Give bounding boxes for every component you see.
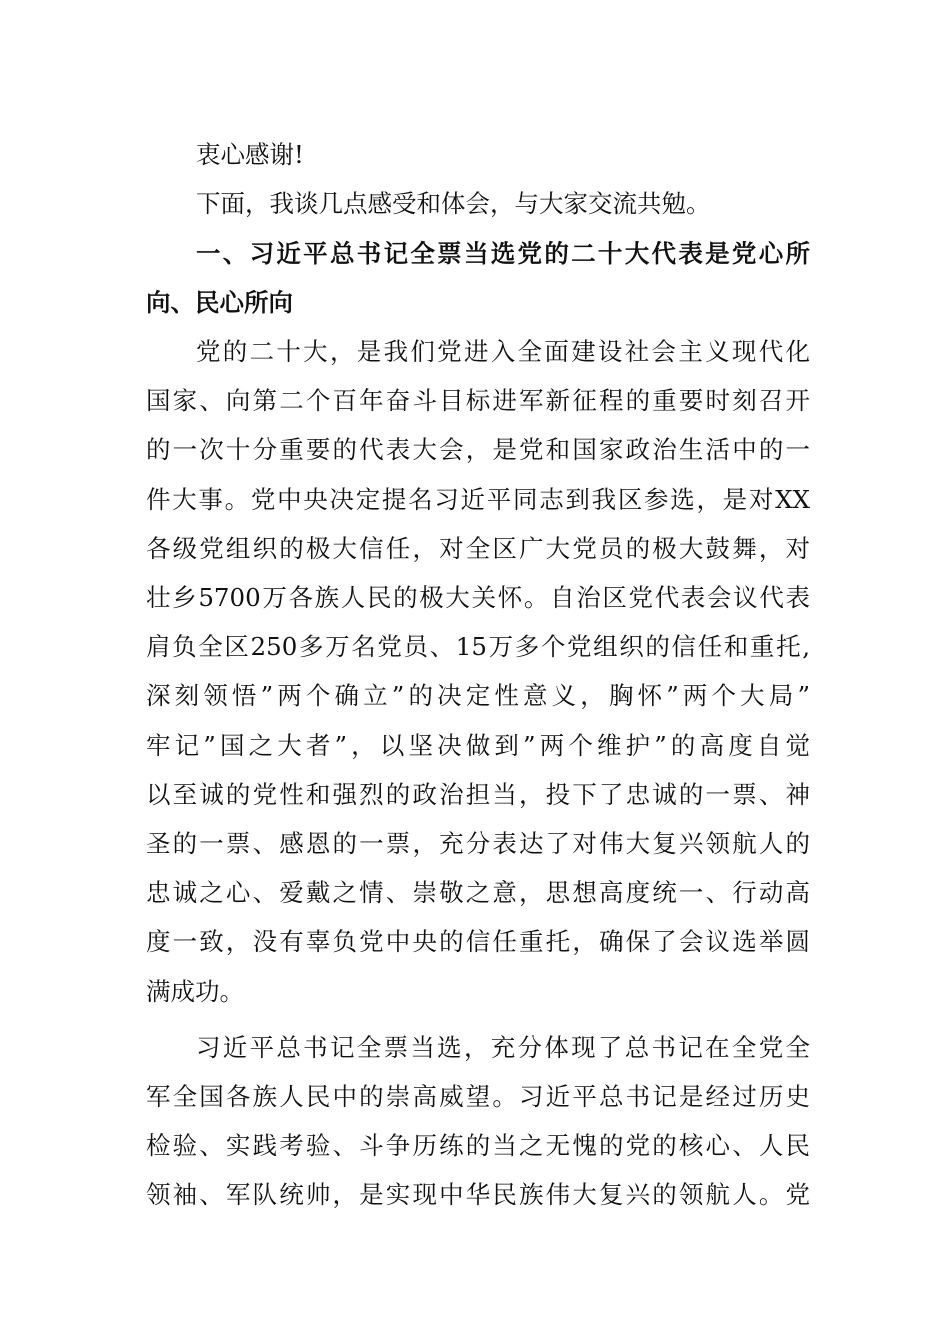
paragraph-2-line-1: 习近平总书记全票当选，充分体现了总书记在全党全 [196, 1033, 810, 1062]
paragraph-2-line-2: 军全国各族人民中的崇高威望。习近平总书记是经过历史 [146, 1082, 810, 1111]
paragraph-1-line-14: 满成功。 [146, 977, 244, 1006]
paragraph-1-line-12: 忠诚之心、爱戴之情、崇敬之意，思想高度统一、行动高 [146, 878, 810, 907]
paragraph-1-line-6: 壮乡5700万各族人民的极大关怀。自治区党代表会议代表 [146, 583, 810, 612]
paragraph-1-line-1: 党的二十大，是我们党进入全面建设社会主义现代化 [196, 337, 810, 366]
paragraph-2-line-3: 检验、实践考验、斗争历练的当之无愧的党的核心、人民 [146, 1131, 810, 1160]
text-line-closing: 衷心感谢! [196, 140, 304, 169]
section-heading-line-2: 向、民心所向 [146, 288, 293, 317]
paragraph-1-line-8: 深刻领悟”两个确立”的决定性意义，胸怀”两个大局” [146, 681, 810, 710]
paragraph-1-line-10: 以至诚的党性和强烈的政治担当，投下了忠诚的一票、神 [146, 780, 810, 809]
paragraph-1-line-2: 国家、向第二个百年奋斗目标进军新征程的重要时刻召开 [146, 386, 810, 415]
paragraph-1-line-4: 件大事。党中央决定提名习近平同志到我区参选，是对XX [146, 485, 810, 514]
paragraph-1-line-7: 肩负全区250多万名党员、15万多个党组织的信任和重托, [146, 632, 810, 661]
paragraph-1-line-5: 各级党组织的极大信任，对全区广大党员的极大鼓舞，对 [146, 534, 810, 563]
paragraph-2-line-4: 领袖、军队统帅，是实现中华民族伟大复兴的领航人。党 [146, 1180, 810, 1209]
paragraph-1-line-13: 度一致，没有辜负党中央的信任重托，确保了会议选举圆 [146, 927, 810, 956]
paragraph-1-line-3: 的一次十分重要的代表大会，是党和国家政治生活中的一 [146, 435, 810, 464]
text-line-intro: 下面，我谈几点感受和体会，与大家交流共勉。 [196, 189, 711, 218]
section-heading-line-1: 一、习近平总书记全票当选党的二十大代表是党心所 [196, 239, 810, 268]
paragraph-1-line-9: 牢记”国之大者”，以坚决做到”两个维护”的高度自觉 [146, 731, 810, 760]
paragraph-1-line-11: 圣的一票、感恩的一票，充分表达了对伟大复兴领航人的 [146, 829, 810, 858]
